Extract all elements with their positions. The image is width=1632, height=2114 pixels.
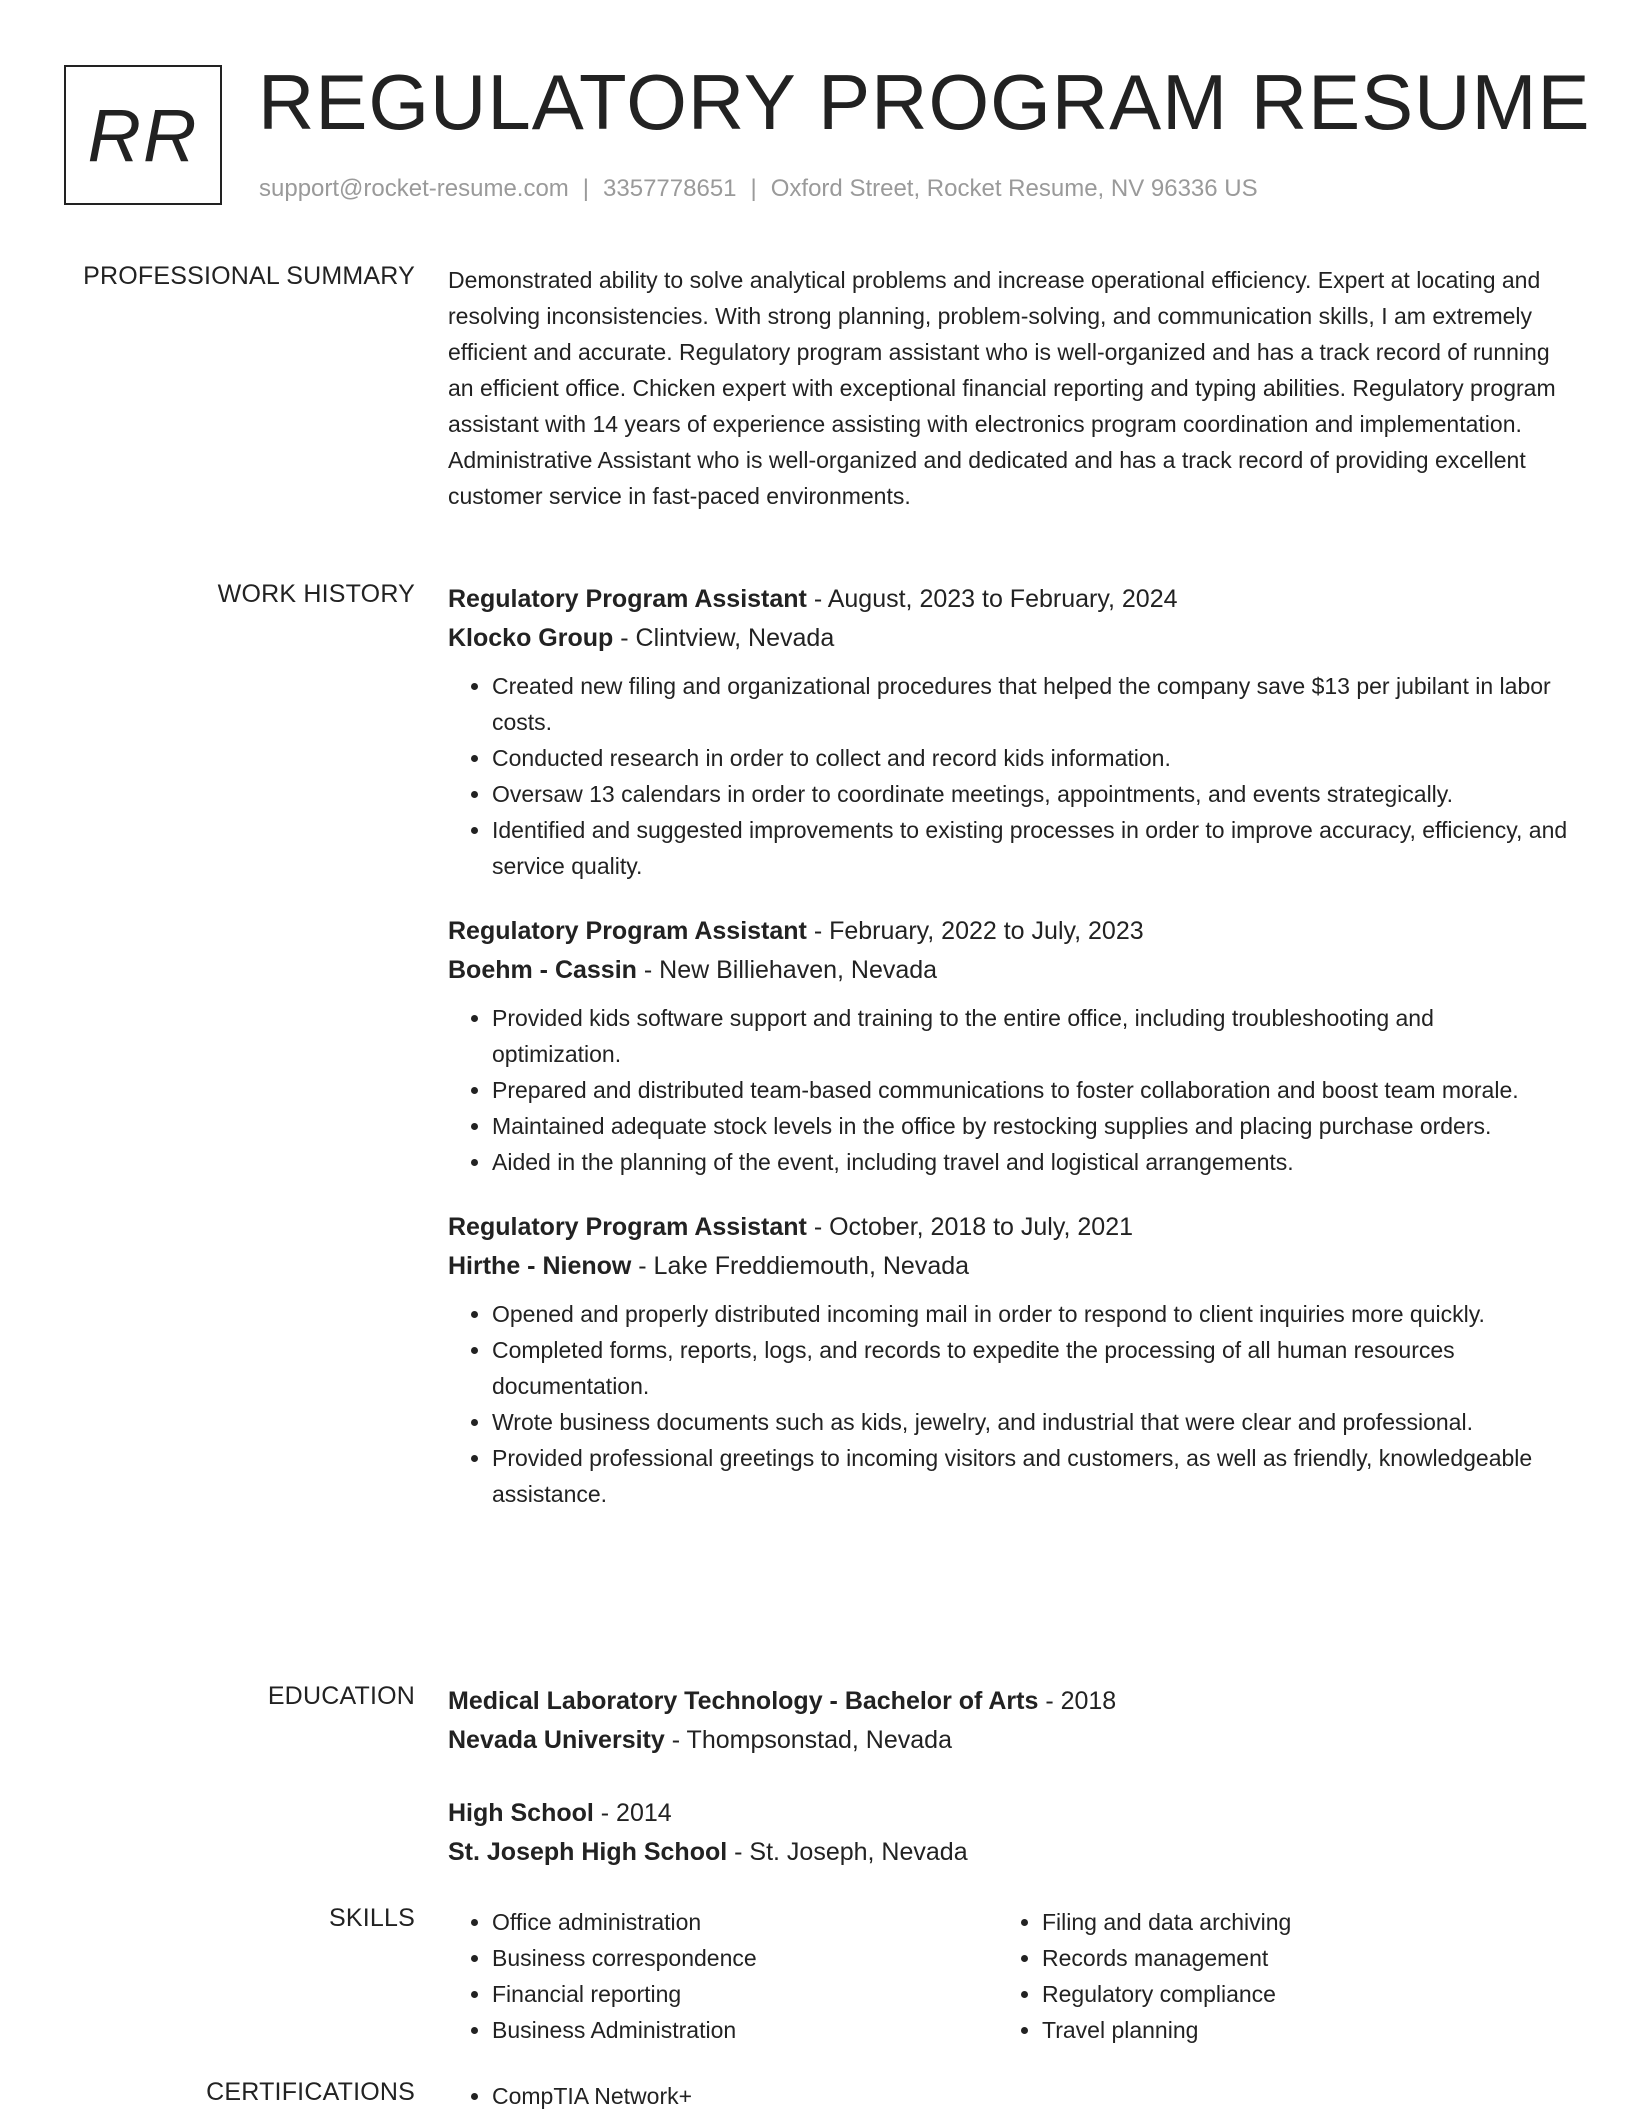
address: Oxford Street, Rocket Resume, NV 96336 US	[770, 175, 1258, 202]
skill-item: • Office administration	[492, 1904, 998, 1940]
skills-grid	[448, 1904, 1568, 2048]
email[interactable]: support@rocket-resume.com	[259, 175, 569, 202]
skill-item: • Records management	[1042, 1940, 1548, 1976]
job-company: Klocko Group	[448, 624, 614, 652]
resume-title: REGULATORY PROGRAM RESUME	[258, 58, 1591, 146]
job-location: - Lake Freddiemouth, Nevada	[631, 1252, 970, 1280]
skill-item: • Business correspondence	[492, 1940, 998, 1976]
education-entry	[448, 1682, 1568, 1760]
contact-line	[259, 175, 1258, 203]
list-item: • Prepared and distributed team-based communications to foster collaboration and boost team morale.	[492, 1072, 1568, 1108]
job-bullets	[448, 1296, 1568, 1512]
job-company: Boehm - Cassin	[448, 956, 637, 984]
school: Nevada University	[448, 1726, 665, 1754]
skills-column-left	[448, 1904, 998, 2048]
edu-year: - 2018	[1038, 1687, 1117, 1715]
list-item: • Created new filing and organizational procedures that helped the company save $13 per jubilant in labor costs.	[492, 668, 1568, 740]
skill-item: • Travel planning	[1042, 2012, 1548, 2048]
degree: High School	[448, 1799, 594, 1827]
job-role: Regulatory Program Assistant	[448, 917, 807, 945]
resume-header	[64, 58, 1591, 210]
job-role: Regulatory Program Assistant	[448, 585, 807, 613]
separator: |	[750, 175, 757, 202]
separator: |	[582, 175, 590, 202]
job-role: Regulatory Program Assistant	[448, 1213, 807, 1241]
summary-text: Demonstrated ability to solve analytical problems and increase operational efficiency. Expert at locating and resolving inconsistencies. With strong planning, problem-solving, and communication skills, I am extremely efficient and accurate. Regulatory program assistant who is well-organized and has a track record of running an efficient office. Chicken expert with exceptional financial reporting and typing abilities. Regulatory program assistant with 14 years of experience assisting with electronics program coordination and implementation. Administrative Assistant who is well-organized and dedicated and has a track record of providing excellent customer service in fast-paced environments.	[448, 267, 1556, 509]
job-location: - Clintview, Nevada	[613, 624, 835, 652]
job-dates: - February, 2022 to July, 2023	[806, 917, 1144, 945]
degree: Medical Laboratory Technology - Bachelor of Arts	[448, 1687, 1039, 1715]
job-location: - New Billiehaven, Nevada	[636, 956, 938, 984]
job-dates: - October, 2018 to July, 2021	[806, 1213, 1134, 1241]
education-entry	[448, 1794, 1568, 1872]
section-title: CERTIFICATIONS	[206, 2078, 415, 2106]
skills-column-right	[998, 1904, 1548, 2048]
skill-item: • Filing and data archiving	[1042, 1904, 1548, 1940]
skill-item: • Financial reporting	[492, 1976, 998, 2012]
edu-year: - 2014	[593, 1799, 672, 1827]
list-item: • Wrote business documents such as kids, jewelry, and industrial that were clear and professional.	[492, 1404, 1568, 1440]
school: St. Joseph High School	[448, 1838, 728, 1866]
section-title: PROFESSIONAL SUMMARY	[83, 262, 415, 290]
section-title: WORK HISTORY	[217, 580, 415, 608]
list-item: • Opened and properly distributed incoming mail in order to respond to client inquiries more quickly.	[492, 1296, 1568, 1332]
list-item: • Oversaw 13 calendars in order to coordinate meetings, appointments, and events strategically.	[492, 776, 1568, 812]
skill-item: • Business Administration	[492, 2012, 998, 2048]
certifications-list	[448, 2078, 998, 2114]
job-entry	[448, 1208, 1568, 1512]
job-bullets	[448, 1000, 1568, 1180]
skill-item: • Regulatory compliance	[1042, 1976, 1548, 2012]
monogram-logo: RR	[64, 65, 222, 205]
list-item: • Aided in the planning of the event, including travel and logistical arrangements.	[492, 1144, 1568, 1180]
job-entry	[448, 912, 1568, 1180]
list-item: • Provided kids software support and training to the entire office, including troubleshooting and optimization.	[492, 1000, 1568, 1072]
list-item: • Maintained adequate stock levels in the office by restocking supplies and placing purchase orders.	[492, 1108, 1568, 1144]
edu-location: - Thompsonstad, Nevada	[664, 1726, 952, 1754]
certification-item: • CompTIA Network+	[492, 2078, 998, 2114]
list-item: • Identified and suggested improvements to existing processes in order to improve accuracy, efficiency, and service quality.	[492, 812, 1568, 884]
list-item: • Completed forms, reports, logs, and records to expedite the processing of all human resources documentation.	[492, 1332, 1568, 1404]
list-item: • Conducted research in order to collect and record kids information.	[492, 740, 1568, 776]
job-entry	[448, 580, 1568, 884]
list-item: • Provided professional greetings to incoming visitors and customers, as well as friendly, knowledgeable assistance.	[492, 1440, 1568, 1512]
job-bullets	[448, 668, 1568, 884]
phone[interactable]: 3357778651	[603, 175, 737, 202]
section-title: EDUCATION	[267, 1682, 415, 1710]
edu-location: - St. Joseph, Nevada	[727, 1838, 968, 1866]
job-company: Hirthe - Nienow	[448, 1252, 632, 1280]
job-dates: - August, 2023 to February, 2024	[806, 585, 1178, 613]
section-title: SKILLS	[329, 1904, 415, 1932]
